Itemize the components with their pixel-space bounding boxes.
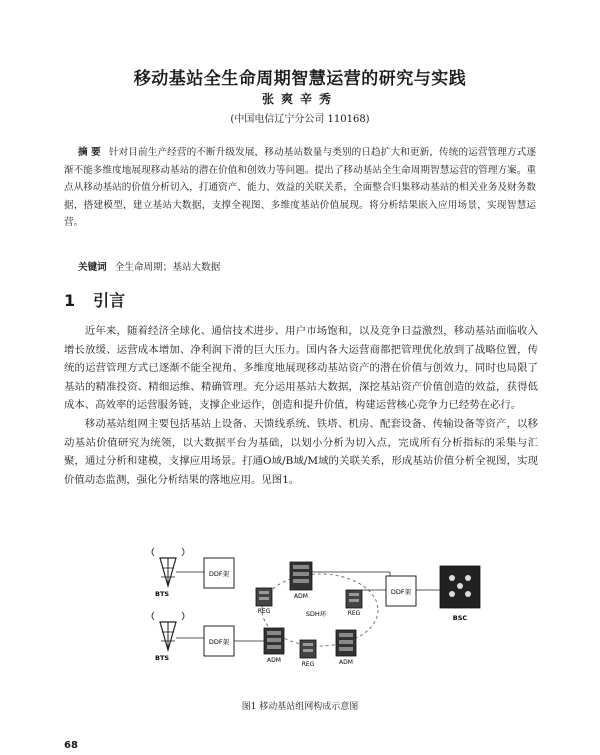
section-title: 引言 [93,291,126,310]
bts-bottom-icon [152,612,184,650]
keywords-label: 关键词 [78,262,107,273]
ddf-right-label: DDF架 [390,588,412,596]
ddf-top-label: DDF架 [208,570,230,578]
abstract [64,144,536,232]
reg-bottom-icon [300,640,316,658]
abstract-label: 摘 要 [78,147,101,158]
bts-bottom-label: BTS [155,654,170,662]
reg-right-icon [346,590,362,608]
author-name: 张爽辛秀 [261,92,338,106]
ddf-bottom-label: DDF架 [208,638,230,646]
bts-top-label: BTS [155,590,170,598]
bsc-label: BSC [452,614,468,622]
reg-right-label: REG [347,610,361,617]
paragraph-1: 近年来，随着经济全球化、通信技术进步、用户市场饱和，以及竞争日益激烈，移动基站面临收入增长放缓、运营成本增加、净利润下滑的巨大压力。国内各大运营商都把管理优化放到了战略位置，传统的运营管理方式已逐渐不能全视角、多维度地展现移动基站资产的潜在价值与创效力，同时也局限了基站的精准投资、精细运维、精确管理。充分运用基站大数据，深挖基站资产价值创造的效益，获得低成本、高效率的运营服务链，支撑企业运作，创造和提升价值，构建运营核心竞争力已经势在必行。 [64,325,538,412]
adm-bottom-left-icon [264,628,284,654]
reg-left-icon [256,588,272,606]
bsc-icon [440,566,480,608]
adm-bottom-right-label: ADM [339,659,353,666]
paragraph-2: 移动基站组网主要包括基站上设备、天馈线系统、铁塔、机房、配套设备、传输设备等资产，以移动基站价值研究为统领，以大数据平台为基础，以划小分析为切入点，完成所有分析指标的采集与汇聚，通过分析和建模，支撑应用场景。打通O域/B域/M域的关联关系，形成基站价值分析全视图，实现价值动态监测，强化分析结果的落地应用。见图1。 [64,417,538,486]
author-affiliation: (中国电信辽宁分公司 110168) [230,114,370,125]
adm-bottom-left-label: ADM [267,657,281,664]
body-text [64,322,538,489]
section-number: 1 [64,291,76,310]
bts-top-icon [152,548,184,586]
paper-title: 移动基站全生命周期智慧运营的研究与实践 [133,69,467,89]
adm-top-label: ADM [294,593,308,600]
abstract-text: 针对目前生产经营的不断升级发展，移动基站数量与类别的日趋扩大和更新，传统的运营管理方式逐渐不能多维度地展现移动基站的潜在价值和创效力等问题。提出了移动基站全生命周期智慧运营的管理方案。重点从移动基站的价值分析切入，打通资产、能力、效益的关联关系，全面整合归集移动基站的相关业务及财务数据，搭建模型，建立基站大数据，支撑全视图、多维度基站价值展现。将分析结果嵌入应用场景，实现智慧运营。 [64,147,537,229]
reg-bottom-label: REG [301,661,315,668]
reg-left-label: REG [257,608,271,615]
section-heading [64,288,125,311]
figure-caption: 图1 移动基站组网构成示意图 [241,702,359,712]
network-diagram [140,546,500,676]
adm-top-icon [290,562,312,590]
keywords-text: 全生命周期；基站大数据 [114,262,221,273]
sdh-label: SDH环 [305,610,327,618]
page-number: 68 [64,740,78,751]
adm-bottom-right-icon [336,630,356,656]
keywords [78,259,220,273]
